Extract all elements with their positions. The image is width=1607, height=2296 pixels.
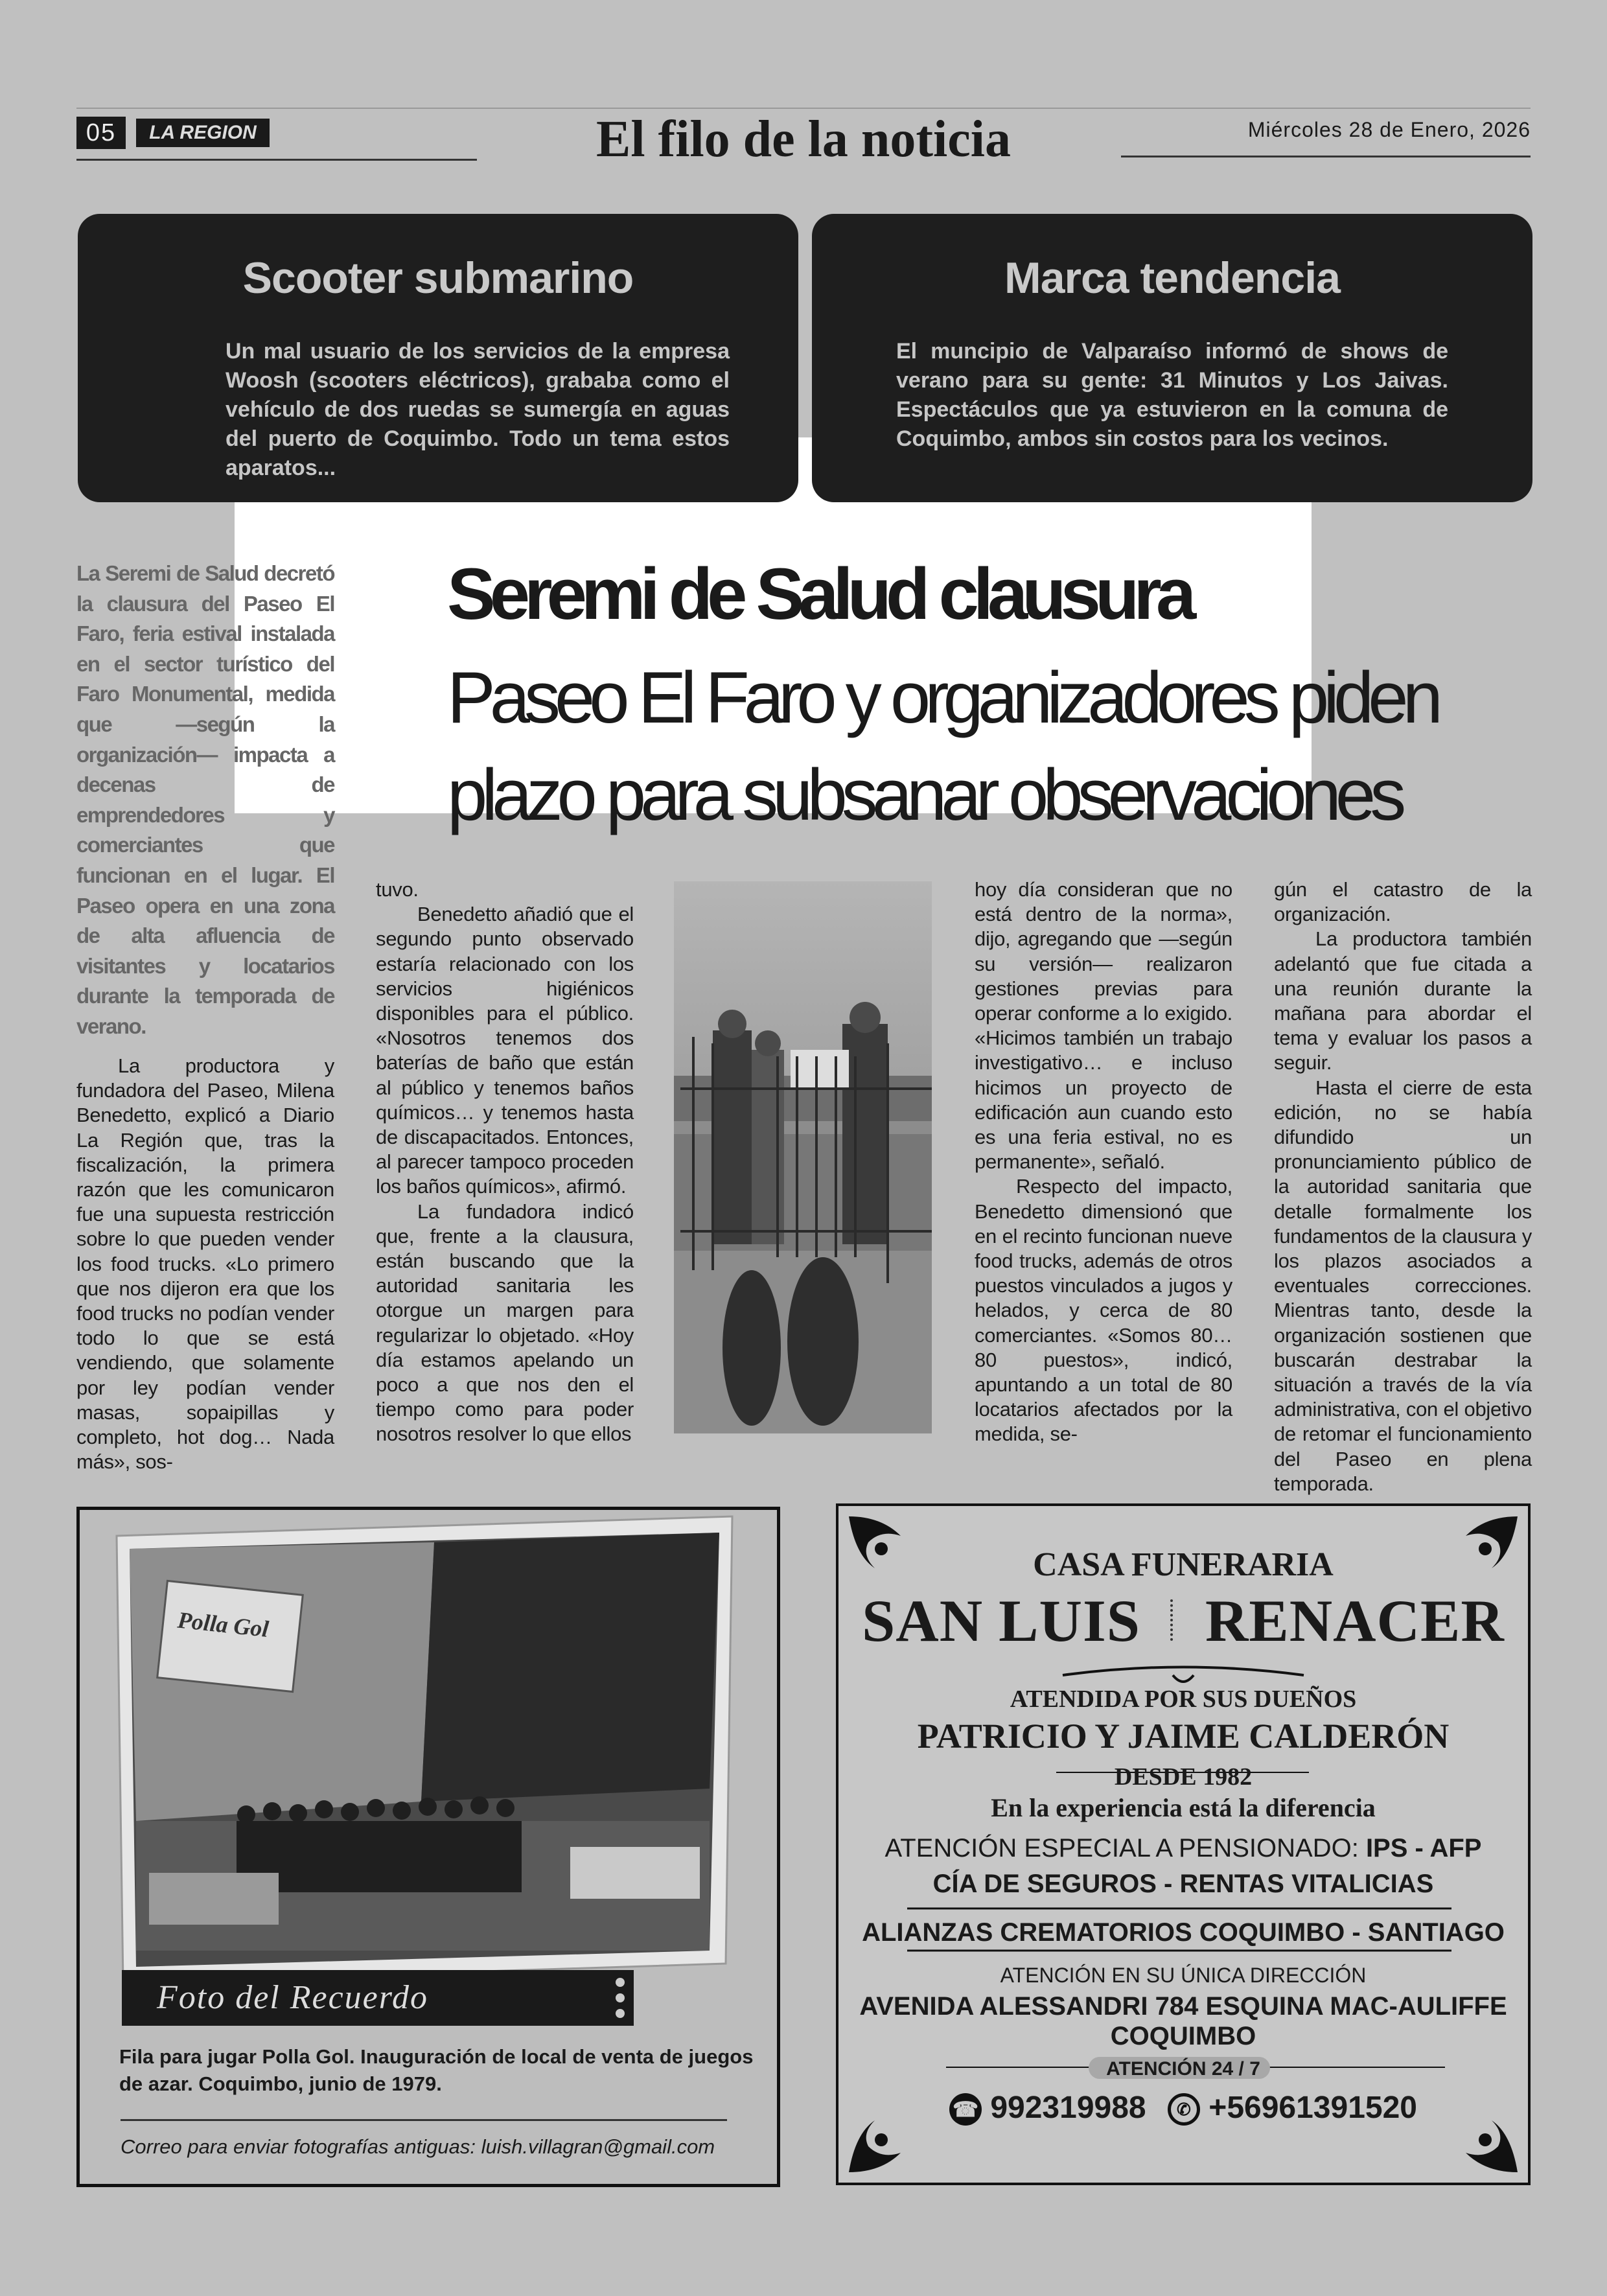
paragraph: gún el catastro de la organización. — [1274, 878, 1532, 926]
section-title: El filo de la noticia — [596, 111, 1011, 168]
brief-box-tendencia — [812, 214, 1532, 502]
paragraph: Hasta el cierre de esta edición, no se había difundido un pronunciamiento público de la autoridad sanitaria que detalle formalmente los fundamentos de la clausura y los plazos asociados a eventuales correcciones. Mientras tanto, desde la organización sostienen que buscarán destrabar la situación a través de la vía administrativa, con el objetivo de retomar el funcionamiento del Paseo en plena temporada. — [1274, 1076, 1532, 1495]
ad-phones — [836, 2090, 1531, 2126]
ad-phone1: 992319988 — [990, 2091, 1146, 2125]
phone-icon: ☎ — [949, 2093, 982, 2126]
paragraph: tuvo. — [376, 878, 419, 901]
ad-city: COQUIMBO — [1110, 2022, 1256, 2050]
ad-special-prefix: ATENCIÓN ESPECIAL A PENSIONADO: — [884, 1834, 1359, 1862]
article-subheadline: Paseo El Faro y organizadores piden plazo para subsanar observaciones — [447, 657, 1437, 835]
ad-since: DESDE 1982 — [1114, 1763, 1253, 1791]
photo-memory-label: Foto del Recuerdo — [122, 1970, 634, 2026]
ad-hours: ATENCIÓN 24 / 7 — [1106, 2058, 1260, 2080]
brief-box-scooter — [78, 214, 798, 502]
paragraph: La fundadora indicó que, frente a la clausura, están buscando que la autoridad sanitaria les otorgue un margen para regularizar lo objetado. «Hoy día estamos apelando un poco a que nos den el tiempo como para poder nosotros resolver lo que ellos — [376, 1200, 634, 1446]
old-photo-sign-text: Polla Gol — [176, 1606, 270, 1643]
ad-line1: CASA FUNERARIA — [1033, 1546, 1334, 1583]
brief-text: Un mal usuario de los servicios de la empresa Woosh (scooters eléctricos), grababa como el vehículo de dos ruedas se sumergía en aguas del puerto de Coquimbo. Todo un tema estos aparatos... — [225, 339, 730, 480]
ad-special-suffix: IPS - AFP — [1365, 1834, 1482, 1862]
paragraph: hoy día consideran que no está dentro de la norma», dijo, agregando que —según su versión— realizaron gestiones previas para operar conforme a lo exigido. «Hicimos también un trabajo investigativo… e incluso hicimos un proyecto de edificación aun cuando esto es una feria estival, no es permanente», señaló. — [975, 878, 1232, 1174]
ad-name-left: SAN LUIS — [862, 1588, 1140, 1654]
ad-owners: PATRICIO Y JAIME CALDERÓN — [917, 1717, 1450, 1756]
ad-name-divider — [1170, 1599, 1175, 1641]
article-column-2 — [376, 877, 634, 1447]
ad-phone2: +56961391520 — [1208, 2091, 1417, 2125]
paragraph: La productora y fundadora del Paseo, Milena Benedetto, explicó a Diario La Región que, tras la fiscalización, la primera razón que les comunicaron fue una supuesta restricción sobre lo que pueden vender los food trucks. «Lo primero que nos dijeron era que los food trucks no podían vender todo lo que se está vendiendo, que solamente por ley podían vender masas, sopaipillas y completo, hot dog… Nada más», sos- — [76, 1054, 334, 1474]
article-column-4 — [1274, 877, 1532, 1496]
paragraph: Benedetto añadió que el segundo punto observado estaría relacionado con los servicios higiénicos disponibles para el público. «Nosotros tenemos dos baterías de baño que están al público y tenemos baños químicos… y tenemos hasta de discapacitados. Entonces, al parecer tampoco proceden los baños químicos», afirmó. — [376, 903, 634, 1198]
issue-date: Miércoles 28 de Enero, 2026 — [1247, 118, 1531, 141]
paragraph: La productora también adelantó que fue citada a una reunión durante la mañana para abordar el tema y evaluar los pasos a seguir. — [1274, 927, 1532, 1074]
brief-text: El muncipio de Valparaíso informó de shows de verano para su gente: 31 Minutos y Los Jaivas. Espectáculos que ya estuvieron en la comuna de Coquimbo, ambos sin costos para los vecinos. — [896, 339, 1448, 451]
photo-submission-note: Correo para enviar fotografías antiguas: luish.villagran@gmail.com — [121, 2135, 715, 2158]
article-column-3 — [975, 877, 1232, 1447]
ad-name-right: RENACER — [1205, 1588, 1505, 1654]
article-column-1 — [76, 1054, 334, 1474]
article-photo — [674, 881, 932, 1433]
old-photo — [97, 1510, 739, 1989]
page-number: 05 — [76, 117, 126, 149]
ad-alliances: ALIANZAS CREMATORIOS COQUIMBO - SANTIAGO — [862, 1918, 1505, 1947]
ad-address: AVENIDA ALESSANDRI 784 ESQUINA MAC-AULIFFE — [859, 1992, 1507, 2021]
ad-special — [836, 1834, 1531, 1863]
paragraph: Respecto del impacto, Benedetto dimensionó que en el recinto funcionan nueve food trucks, además de otros puestos vinculados a jugos y helados, y cerca de 80 comerciantes. «Somos 80… 80 puestos», indicó, apuntando a un total de 80 locatarios afectados por la medida, se- — [975, 1175, 1232, 1446]
whatsapp-icon: ✆ — [1168, 2093, 1200, 2126]
ad-insurance: CÍA DE SEGUROS - RENTAS VITALICIAS — [932, 1870, 1434, 1898]
brief-title: Marca tendencia — [1004, 253, 1340, 303]
ad-attended: ATENDIDA POR SUS DUEÑOS — [1010, 1686, 1357, 1713]
photo-caption: Fila para jugar Polla Gol. Inauguración de local de venta de juegos de azar. Coquimbo, junio de 1979. — [119, 2045, 754, 2095]
article-lead: La Seremi de Salud decretó la clausura del Paseo El Faro, feria estival instalada en el sector turístico del Faro Monumental, medida que —según la organización— impacta a decenas de emprendedores y comerciantes que funcionan en el lugar. El Paseo opera en una zona de alta afluencia de visitantes y locatarios durante la temporada de verano. — [76, 561, 334, 1038]
brief-title: Scooter submarino — [242, 253, 634, 303]
dots-icon — [616, 1978, 625, 2018]
newspaper-brand-logo: LA REGION — [136, 119, 270, 147]
ad-business-name — [836, 1586, 1531, 1655]
article-headline: Seremi de Salud clausura — [447, 553, 1191, 634]
ad-motto: En la experiencia está la diferencia — [991, 1793, 1376, 1822]
ad-address-label: ATENCIÓN EN SU ÚNICA DIRECCIÓN — [1000, 1964, 1367, 1987]
